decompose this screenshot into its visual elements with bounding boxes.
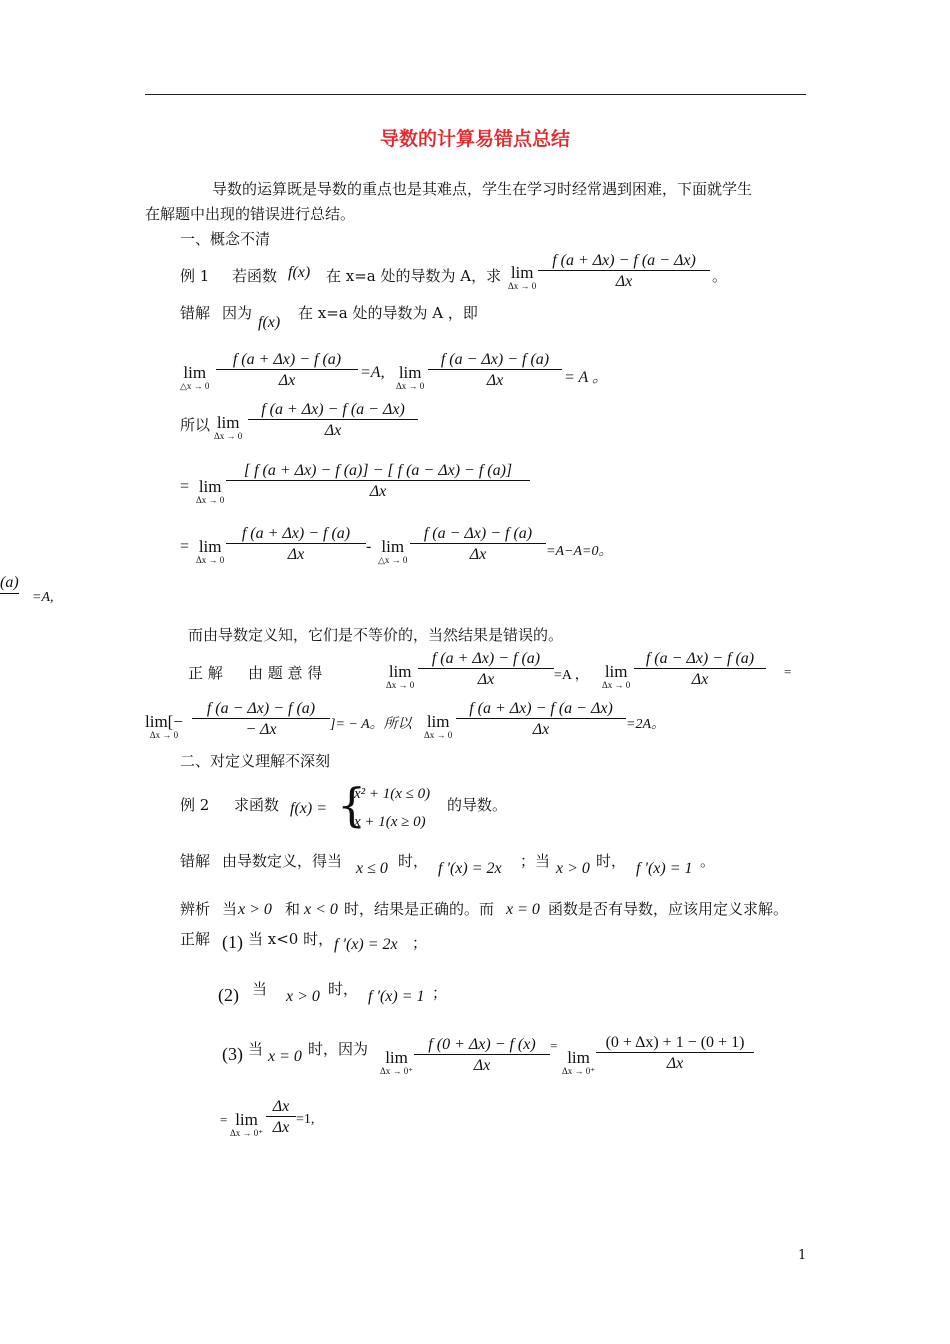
eq-a-2: = A 。 [564,369,608,386]
lim-10: lim Δx → 0 [424,712,453,740]
lim-2: lim Δx → 0 [396,363,425,391]
c2-2: (2) [218,985,239,1005]
frac-7: f (a + Δx) − f (a) Δx [418,650,554,689]
c2-3-text: 当 [248,1040,264,1058]
frac-5: f (a + Δx) − f (a) Δx [226,525,366,564]
ex2-text: 求函数 [234,796,280,814]
page-number: 1 [798,1248,807,1263]
lim-7: lim Δx → 0 [386,662,415,690]
lim-9: lim[− Δx → 0 [145,712,183,740]
c2-3-eq: = [550,1038,558,1053]
lim-8: lim Δx → 0 [602,662,631,690]
ex2-label: 例 2 [180,796,210,814]
w2-cond-2: x > 0 [556,860,590,877]
correct-label: 正 解 [188,664,223,682]
eq-a-1: =A, [360,364,385,381]
intro-line-2: 在解题中出现的错误进行总结。 [145,205,356,223]
an-and: 和 [285,900,301,918]
frac-1: f (a + Δx) − f (a) Δx [216,351,358,390]
eq-a-c: =A ， [554,668,589,683]
header-rule [145,94,806,95]
w2-end: 。 [700,852,716,870]
c2-3-cond: x = 0 [268,1048,302,1065]
eq-sign-3: = [784,664,792,679]
ex1-end: 。 [712,267,728,285]
lim-1: lim △x → 0 [180,363,210,391]
w2-cond-1: x ≤ 0 [356,860,388,877]
correct-text: 由 题 意 得 [248,664,323,682]
c2-2-res: f ′(x) = 1 [368,988,425,1005]
an-cond-1: x > 0 [238,901,272,918]
eq-sign-1: = [180,478,190,495]
c2-2-text: 当 [252,980,268,998]
frac-4: [ f (a + Δx) − f (a)] − [ f (a − Δx) − f (a)] Δx [226,462,530,501]
neg-a: ]= − A。所以 [330,717,412,732]
note-1: 而由导数定义知，它们是不等价的，当然结果是错误的。 [188,626,564,644]
lim-3: lim Δx → 0 [214,413,243,441]
ex1-text-a: 若函数 [232,267,278,285]
c2-3: (3) [222,1044,243,1064]
intro-line-1: 导数的运算既是导数的重点也是其难点，学生在学习时经常遇到困难，下面就学生 [212,180,753,198]
w2-label: 错解 [180,852,211,870]
margin-fragment-eq: =A, [32,590,54,605]
wrong-text-a: 因为 [222,304,253,322]
margin-fragment: (a) [0,574,19,592]
frac-2: f (a − Δx) − f (a) Δx [428,351,562,390]
eq-sign-2: = [180,538,190,555]
wrong-fx: f(x) [258,314,281,331]
w2-text-d: 时， [596,852,627,870]
final-eq: = [220,1112,228,1127]
ex2-case-2: x + 1(x ≥ 0) [354,814,426,830]
piecewise-brace: { [337,778,367,832]
wrong-label: 错解 [180,304,211,322]
an-cond-3: x = 0 [506,901,540,918]
frac-13: Δx Δx [266,1098,296,1137]
c2-1-res: f ′(x) = 2x [334,936,398,953]
page-title: 导数的计算易错点总结 [379,128,570,150]
frac-12: (0 + Δx) + 1 − (0 + 1) Δx [596,1034,754,1073]
ex1-fx: f(x) [288,264,311,281]
lim-13: lim Δx → 0⁺ [230,1110,264,1138]
frac-6: f (a − Δx) − f (a) Δx [410,525,546,564]
lim-12: lim Δx → 0⁺ [562,1048,596,1076]
frac-3: f (a + Δx) − f (a − Δx) Δx [248,401,418,440]
final-result: =1, [296,1112,315,1127]
ex1-fraction: f (a + Δx) − f (a − Δx) Δx [538,252,710,291]
w2-res-2: f ′(x) = 1 [636,860,693,877]
frac-10: f (a + Δx) − f (a − Δx) Δx [456,700,626,739]
c2-2-cond: x > 0 [286,988,320,1005]
an-text-b: 时，结果是正确的。而 [344,900,495,918]
eq-2a: =2A。 [626,717,665,732]
w2-text-a: 由导数定义，得当 [222,852,343,870]
result-zero: =A−A=0。 [546,544,613,559]
c2-2-text-b: 时， [328,980,359,998]
c2-2-end: ； [432,984,448,1002]
ex1-text-b: 在 x=a 处的导数为 A，求 [326,267,502,285]
an-label: 辨析 [180,900,211,918]
c2-1: (1) [222,932,243,952]
c2-1-text: 当 x<0 时， [248,930,334,948]
frac-9: f (a − Δx) − f (a) − Δx [192,700,330,739]
ex2-end: 的导数。 [447,796,508,814]
ex2-case-1: x² + 1(x ≤ 0) [354,786,431,802]
lim-6: lim △x → 0 [378,537,408,565]
an-cond-2: x < 0 [304,901,338,918]
c2-3-text-b: 时，因为 [308,1040,369,1058]
section-1-heading: 一、概念不清 [180,230,271,248]
so-label: 所以 [180,416,211,434]
c2-label: 正解 [180,930,211,948]
lim-4: lim Δx → 0 [196,477,225,505]
wrong-text-b: 在 x=a 处的导数为 A ，即 [298,304,478,322]
minus-sign: - [366,538,372,555]
ex2-fx: f(x) = [290,800,327,817]
lim-11: lim Δx → 0⁺ [380,1048,414,1076]
w2-text-c: ；当 [520,852,551,870]
an-text-c: 函数是否有导数，应该用定义求解。 [548,900,789,918]
w2-text-b: 时， [398,852,429,870]
ex1-label: 例 1 [180,267,210,285]
lim-5: lim Δx → 0 [196,537,225,565]
an-text-a: 当 [222,900,238,918]
c2-1-end: ； [412,934,428,952]
frac-11: f (0 + Δx) − f (x) Δx [414,1036,550,1075]
ex1-lim: lim Δx → 0 [508,263,537,291]
w2-res-1: f ′(x) = 2x [438,860,502,877]
section-2-heading: 二、对定义理解不深刻 [180,752,331,770]
frac-8: f (a − Δx) − f (a) Δx [634,650,766,689]
